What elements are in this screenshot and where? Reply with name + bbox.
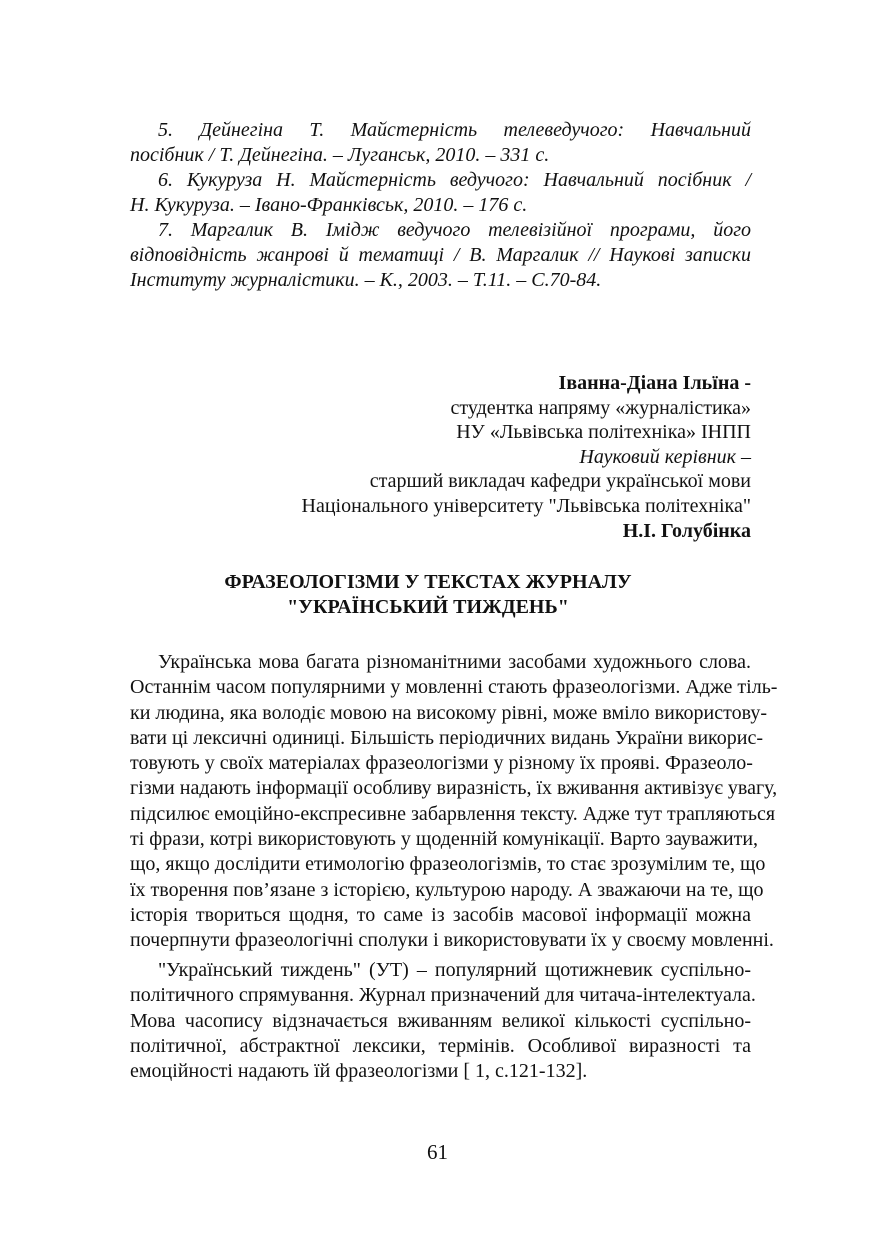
reference-line: 5. Дейнегіна Т. Майстерність телеведучого: Навчальний <box>158 119 751 141</box>
reference-item <box>130 218 751 293</box>
author-name: Іванна-Діана Ільїна - <box>558 372 751 394</box>
title-line: ФРАЗЕОЛОГІЗМИ У ТЕКСТАХ ЖУРНАЛУ <box>224 571 632 593</box>
text-line: що, якщо дослідити етимологію фразеологізмів, то стає зрозумілим те, що <box>130 853 766 876</box>
author-block <box>302 371 752 543</box>
author-institution: НУ «Львівська політехніка» ІНПП <box>456 421 751 444</box>
text-line: історія твориться щодня, то саме із засобів масової інформації можна <box>130 903 751 926</box>
text-line: політичної, абстрактної лексики, термінів. Особливої виразності та <box>130 1034 751 1057</box>
text-line: підсилює емоційно-експресивне забарвлення тексту. Адже тут трапляються <box>130 802 776 825</box>
reference-line: 6. Кукуруза Н. Майстерність ведучого: Навчальний посібник / <box>158 169 751 191</box>
text-line: політичного спрямування. Журнал призначений для читача-інтелектуала. <box>130 984 756 1007</box>
author-status: студентка напряму «журналістика» <box>450 396 751 419</box>
text-line: Українська мова багата різноманітними засобами художнього слова. <box>158 651 751 673</box>
text-line: почерпнути фразеологічні сполуки і використовувати їх у своєму мовленні. <box>130 929 774 952</box>
text-line: товують у своїх матеріалах фразеологізми у різному їх прояві. Фразеоло- <box>130 752 753 775</box>
text-line: вати ці лексичні одиниці. Більшість періодичних видань України викорис- <box>130 726 763 749</box>
page-number: 61 <box>427 1140 448 1164</box>
text-line: ки людина, яка володіє мовою на високому рівні, може вміло використову- <box>130 701 767 724</box>
reference-line: Інституту журналістики. – К., 2003. – Т.11. – С.70-84. <box>130 269 602 291</box>
title-line: "УКРАЇНСЬКИЙ ТИЖДЕНЬ" <box>287 596 569 618</box>
text-line: "Український тиждень" (УТ) – популярний щотижневик суспільно- <box>158 959 751 981</box>
reference-item <box>130 168 751 218</box>
references-list <box>130 118 751 293</box>
body-paragraph <box>130 958 756 1084</box>
text-line: емоційності надають їй фразеологізми [ 1, с.121-132]. <box>130 1060 588 1083</box>
text-line: ті фрази, котрі використовують у щоденній комунікації. Варто зауважити, <box>130 828 759 851</box>
article-title <box>130 570 726 620</box>
reference-item <box>130 118 751 168</box>
text-line: їх творення пов’язане з історією, культурою народу. А зважаючи на те, що <box>130 878 764 901</box>
body-paragraph <box>130 650 778 954</box>
reference-line: посібник / Т. Дейнегіна. – Луганськ, 2010. – 331 с. <box>130 144 550 166</box>
supervisor-name: Н.І. Голубінка <box>622 519 751 542</box>
supervisor-label: Науковий керівник – <box>579 445 751 468</box>
text-line: Мова часопису відзначається вживанням великої кількості суспільно- <box>130 1009 751 1032</box>
text-line: Останнім часом популярними у мовленні стають фразеологізми. Адже тіль- <box>130 676 778 699</box>
reference-line: Н. Кукуруза. – Івано-Франківськ, 2010. – 176 с. <box>130 194 528 216</box>
supervisor-position: старший викладач кафедри української мови <box>369 470 751 493</box>
supervisor-university: Національного університету "Львівська політехніка" <box>301 494 751 517</box>
reference-line: 7. Маргалик В. Імідж ведучого телевізійної програми, його <box>158 219 751 241</box>
reference-line: відповідність жанрові й тематиці / В. Маргалик // Наукові записки <box>130 244 751 266</box>
text-line: гізми надають інформації особливу виразність, їх вживання активізує увагу, <box>130 777 778 800</box>
